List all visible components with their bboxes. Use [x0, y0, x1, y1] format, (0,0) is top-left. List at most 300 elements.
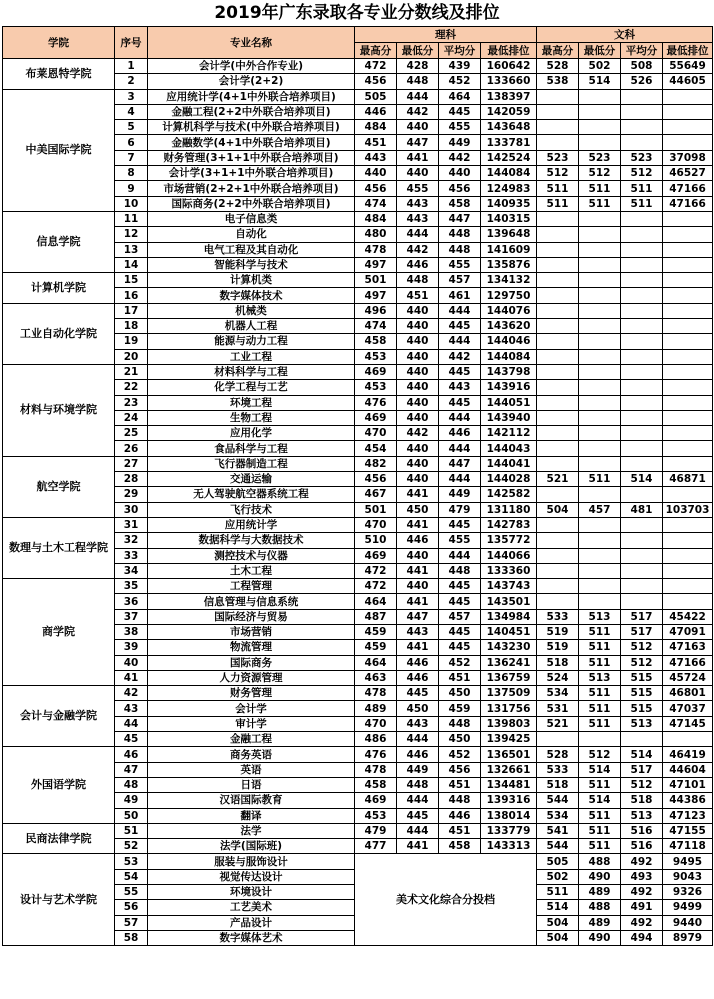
arts-rank: 46871: [663, 472, 713, 487]
sci-avg: 461: [439, 288, 481, 303]
arts-avg: 492: [621, 885, 663, 900]
sci-avg: 447: [439, 456, 481, 471]
major-name: 无人驾驶航空器系统工程: [148, 487, 355, 502]
row-seq: 9: [115, 181, 148, 196]
sci-min: 446: [397, 747, 439, 762]
arts-max: 531: [537, 701, 579, 716]
sci-max: 497: [355, 288, 397, 303]
sci-rank: 143313: [481, 839, 537, 854]
header-sci-rank: 最低排位: [481, 43, 537, 59]
arts-avg: 515: [621, 670, 663, 685]
arts-rank: 47091: [663, 624, 713, 639]
major-name: 应用统计学: [148, 517, 355, 532]
arts-max: [537, 273, 579, 288]
sci-rank: 144066: [481, 548, 537, 563]
major-name: 会计学(3+1+1中外联合培养项目): [148, 166, 355, 181]
row-seq: 29: [115, 487, 148, 502]
arts-min: 511: [579, 839, 621, 854]
arts-max: [537, 579, 579, 594]
arts-rank: [663, 410, 713, 425]
arts-avg: 516: [621, 823, 663, 838]
table-row: [3, 823, 713, 838]
sci-max: 472: [355, 59, 397, 74]
sci-min: 441: [397, 640, 439, 655]
arts-min: 502: [579, 59, 621, 74]
major-name: 财务管理(3+1+1中外联合培养项目): [148, 150, 355, 165]
arts-avg: [621, 104, 663, 119]
arts-min: [579, 732, 621, 747]
major-name: 飞行器制造工程: [148, 456, 355, 471]
sci-min: 440: [397, 441, 439, 456]
arts-rank: 46419: [663, 747, 713, 762]
arts-avg: [621, 273, 663, 288]
sci-max: 453: [355, 808, 397, 823]
header-arts-min: 最低分: [579, 43, 621, 59]
major-name: 商务英语: [148, 747, 355, 762]
row-seq: 51: [115, 823, 148, 838]
arts-min: 511: [579, 808, 621, 823]
arts-max: 533: [537, 762, 579, 777]
arts-rank: 9499: [663, 900, 713, 915]
arts-min: 523: [579, 150, 621, 165]
arts-rank: [663, 395, 713, 410]
sci-max: 470: [355, 716, 397, 731]
sci-rank: 129750: [481, 288, 537, 303]
arts-avg: [621, 319, 663, 334]
sci-min: 443: [397, 211, 439, 226]
sci-avg: 440: [439, 166, 481, 181]
arts-max: [537, 303, 579, 318]
arts-max: [537, 732, 579, 747]
arts-max: [537, 533, 579, 548]
row-seq: 45: [115, 732, 148, 747]
sci-max: 476: [355, 395, 397, 410]
arts-max: [537, 211, 579, 226]
arts-min: [579, 563, 621, 578]
sci-rank: 142112: [481, 426, 537, 441]
arts-avg: [621, 426, 663, 441]
sci-min: 444: [397, 89, 439, 104]
arts-avg: 493: [621, 869, 663, 884]
row-seq: 44: [115, 716, 148, 731]
arts-rank: 8979: [663, 930, 713, 945]
sci-max: 458: [355, 334, 397, 349]
major-name: 计算机科学与技术(中外联合培养项目): [148, 120, 355, 135]
sci-min: 447: [397, 609, 439, 624]
major-name: 飞行技术: [148, 502, 355, 517]
major-name: 视觉传达设计: [148, 869, 355, 884]
arts-max: [537, 89, 579, 104]
arts-avg: [621, 533, 663, 548]
sci-max: 496: [355, 303, 397, 318]
sci-max: 480: [355, 227, 397, 242]
arts-rank: [663, 563, 713, 578]
sci-min: 446: [397, 257, 439, 272]
arts-min: [579, 273, 621, 288]
sci-max: 489: [355, 701, 397, 716]
sci-rank: 141609: [481, 242, 537, 257]
arts-min: 511: [579, 777, 621, 792]
arts-rank: 46527: [663, 166, 713, 181]
arts-rank: [663, 104, 713, 119]
table-row: [3, 303, 713, 318]
arts-rank: [663, 456, 713, 471]
major-name: 法学(国际班): [148, 839, 355, 854]
arts-avg: [621, 257, 663, 272]
arts-max: 534: [537, 686, 579, 701]
sci-avg: 444: [439, 303, 481, 318]
major-name: 会计学: [148, 701, 355, 716]
table-row: [3, 364, 713, 379]
row-seq: 28: [115, 472, 148, 487]
sci-avg: 459: [439, 701, 481, 716]
sci-min: 440: [397, 364, 439, 379]
major-name: 金融工程: [148, 732, 355, 747]
sci-max: 456: [355, 74, 397, 89]
arts-min: [579, 533, 621, 548]
sci-max: 484: [355, 120, 397, 135]
arts-min: [579, 548, 621, 563]
arts-max: 504: [537, 915, 579, 930]
major-name: 工艺美术: [148, 900, 355, 915]
table-body: [3, 59, 713, 946]
sci-min: 445: [397, 808, 439, 823]
row-seq: 1: [115, 59, 148, 74]
sci-avg: 445: [439, 517, 481, 532]
arts-rank: 47145: [663, 716, 713, 731]
major-name: 应用化学: [148, 426, 355, 441]
row-seq: 6: [115, 135, 148, 150]
arts-avg: [621, 211, 663, 226]
row-seq: 23: [115, 395, 148, 410]
arts-min: [579, 89, 621, 104]
arts-max: [537, 441, 579, 456]
arts-max: [537, 395, 579, 410]
header-sci-min: 最低分: [397, 43, 439, 59]
sci-avg: 444: [439, 472, 481, 487]
header-seq: 序号: [115, 27, 148, 59]
header-arts-max: 最高分: [537, 43, 579, 59]
arts-rank: 47155: [663, 823, 713, 838]
arts-min: [579, 242, 621, 257]
sci-max: 487: [355, 609, 397, 624]
sci-rank: 134984: [481, 609, 537, 624]
sci-rank: 142783: [481, 517, 537, 532]
sci-rank: 133779: [481, 823, 537, 838]
sci-min: 428: [397, 59, 439, 74]
sci-max: 486: [355, 732, 397, 747]
major-name: 国际商务: [148, 655, 355, 670]
major-name: 市场营销: [148, 624, 355, 639]
arts-min: [579, 334, 621, 349]
arts-rank: [663, 211, 713, 226]
arts-rank: [663, 227, 713, 242]
sci-avg: 455: [439, 257, 481, 272]
arts-max: 541: [537, 823, 579, 838]
arts-max: [537, 380, 579, 395]
arts-avg: 512: [621, 777, 663, 792]
sci-avg: 443: [439, 380, 481, 395]
arts-rank: 47166: [663, 181, 713, 196]
arts-min: [579, 303, 621, 318]
arts-max: [537, 242, 579, 257]
major-name: 日语: [148, 777, 355, 792]
arts-avg: [621, 395, 663, 410]
row-seq: 19: [115, 334, 148, 349]
college-name: 材料与环境学院: [3, 364, 115, 456]
sci-rank: 140451: [481, 624, 537, 639]
arts-min: [579, 364, 621, 379]
arts-max: [537, 288, 579, 303]
sci-max: 464: [355, 655, 397, 670]
sci-max: 470: [355, 426, 397, 441]
arts-max: 528: [537, 747, 579, 762]
row-seq: 27: [115, 456, 148, 471]
sci-avg: 455: [439, 120, 481, 135]
row-seq: 47: [115, 762, 148, 777]
sci-avg: 448: [439, 716, 481, 731]
arts-avg: 514: [621, 747, 663, 762]
sci-max: 497: [355, 257, 397, 272]
row-seq: 34: [115, 563, 148, 578]
sci-avg: 439: [439, 59, 481, 74]
sci-max: 510: [355, 533, 397, 548]
sci-avg: 451: [439, 777, 481, 792]
major-name: 物流管理: [148, 640, 355, 655]
major-name: 环境设计: [148, 885, 355, 900]
sci-min: 440: [397, 380, 439, 395]
sci-min: 440: [397, 349, 439, 364]
sci-max: 484: [355, 211, 397, 226]
sci-avg: 455: [439, 533, 481, 548]
sci-avg: 445: [439, 640, 481, 655]
sci-max: 469: [355, 548, 397, 563]
sci-rank: 143620: [481, 319, 537, 334]
row-seq: 53: [115, 854, 148, 869]
arts-min: 511: [579, 640, 621, 655]
row-seq: 18: [115, 319, 148, 334]
major-name: 审计学: [148, 716, 355, 731]
sci-rank: 139648: [481, 227, 537, 242]
arts-avg: [621, 410, 663, 425]
sci-max: 456: [355, 472, 397, 487]
arts-avg: [621, 89, 663, 104]
sci-min: 440: [397, 548, 439, 563]
row-seq: 57: [115, 915, 148, 930]
college-name: 商学院: [3, 579, 115, 686]
arts-rank: [663, 594, 713, 609]
major-name: 英语: [148, 762, 355, 777]
arts-min: [579, 349, 621, 364]
arts-max: [537, 135, 579, 150]
arts-min: 512: [579, 747, 621, 762]
arts-rank: 37098: [663, 150, 713, 165]
sci-max: 501: [355, 273, 397, 288]
row-seq: 40: [115, 655, 148, 670]
major-name: 产品设计: [148, 915, 355, 930]
sci-min: 440: [397, 319, 439, 334]
arts-min: [579, 456, 621, 471]
sci-max: 463: [355, 670, 397, 685]
arts-min: 490: [579, 930, 621, 945]
row-seq: 17: [115, 303, 148, 318]
row-seq: 56: [115, 900, 148, 915]
arts-max: 544: [537, 793, 579, 808]
header-college: 学院: [3, 27, 115, 59]
arts-max: 505: [537, 854, 579, 869]
major-name: 国际经济与贸易: [148, 609, 355, 624]
sci-avg: 442: [439, 150, 481, 165]
sci-rank: 160642: [481, 59, 537, 74]
arts-max: 511: [537, 196, 579, 211]
arts-max: 518: [537, 777, 579, 792]
row-seq: 26: [115, 441, 148, 456]
college-name: 民商法律学院: [3, 823, 115, 854]
sci-min: 441: [397, 594, 439, 609]
header-sci-avg: 平均分: [439, 43, 481, 59]
arts-avg: [621, 303, 663, 318]
arts-rank: [663, 319, 713, 334]
arts-max: 519: [537, 624, 579, 639]
sci-avg: 457: [439, 609, 481, 624]
sci-avg: 457: [439, 273, 481, 288]
arts-max: 514: [537, 900, 579, 915]
sci-rank: 132661: [481, 762, 537, 777]
arts-min: 513: [579, 670, 621, 685]
arts-max: 521: [537, 472, 579, 487]
row-seq: 22: [115, 380, 148, 395]
sci-max: 470: [355, 517, 397, 532]
row-seq: 50: [115, 808, 148, 823]
arts-max: 511: [537, 181, 579, 196]
row-seq: 4: [115, 104, 148, 119]
arts-rank: [663, 303, 713, 318]
arts-avg: 494: [621, 930, 663, 945]
major-name: 人力资源管理: [148, 670, 355, 685]
arts-min: 514: [579, 762, 621, 777]
sci-min: 440: [397, 120, 439, 135]
sci-min: 455: [397, 181, 439, 196]
sci-min: 443: [397, 196, 439, 211]
row-seq: 13: [115, 242, 148, 257]
arts-avg: 492: [621, 915, 663, 930]
sci-rank: 133360: [481, 563, 537, 578]
arts-min: [579, 135, 621, 150]
arts-avg: 512: [621, 166, 663, 181]
arts-avg: [621, 242, 663, 257]
arts-avg: 511: [621, 181, 663, 196]
sci-rank: 139803: [481, 716, 537, 731]
arts-avg: 513: [621, 808, 663, 823]
sci-min: 442: [397, 242, 439, 257]
arts-rank: [663, 273, 713, 288]
major-name: 会计学(2+2): [148, 74, 355, 89]
college-name: 外国语学院: [3, 747, 115, 823]
row-seq: 42: [115, 686, 148, 701]
arts-min: [579, 441, 621, 456]
row-seq: 33: [115, 548, 148, 563]
row-seq: 24: [115, 410, 148, 425]
arts-max: 519: [537, 640, 579, 655]
sci-rank: 131756: [481, 701, 537, 716]
arts-rank: 47123: [663, 808, 713, 823]
sci-avg: 452: [439, 747, 481, 762]
arts-avg: [621, 441, 663, 456]
sci-rank: 144084: [481, 349, 537, 364]
row-seq: 21: [115, 364, 148, 379]
sci-min: 450: [397, 701, 439, 716]
sci-rank: 137509: [481, 686, 537, 701]
sci-min: 445: [397, 686, 439, 701]
sci-avg: 464: [439, 89, 481, 104]
row-seq: 31: [115, 517, 148, 532]
row-seq: 3: [115, 89, 148, 104]
table-row: [3, 517, 713, 532]
sci-avg: 445: [439, 364, 481, 379]
arts-min: 490: [579, 869, 621, 884]
arts-avg: 517: [621, 762, 663, 777]
arts-rank: [663, 487, 713, 502]
row-seq: 7: [115, 150, 148, 165]
major-name: 财务管理: [148, 686, 355, 701]
sci-max: 478: [355, 686, 397, 701]
arts-min: [579, 257, 621, 272]
sci-min: 440: [397, 303, 439, 318]
row-seq: 8: [115, 166, 148, 181]
major-name: 金融数学(4+1中外联合培养项目): [148, 135, 355, 150]
sci-avg: 458: [439, 196, 481, 211]
major-name: 市场营销(2+2+1中外联合培养项目): [148, 181, 355, 196]
arts-avg: [621, 120, 663, 135]
sci-min: 440: [397, 334, 439, 349]
table-row: [3, 456, 713, 471]
arts-min: [579, 319, 621, 334]
row-seq: 16: [115, 288, 148, 303]
arts-min: [579, 380, 621, 395]
sci-avg: 479: [439, 502, 481, 517]
sci-avg: 444: [439, 410, 481, 425]
major-name: 金融工程(2+2中外联合培养项目): [148, 104, 355, 119]
arts-min: 511: [579, 472, 621, 487]
sci-avg: 452: [439, 655, 481, 670]
sci-avg: 445: [439, 579, 481, 594]
sci-avg: 444: [439, 334, 481, 349]
major-name: 自动化: [148, 227, 355, 242]
sci-avg: 451: [439, 670, 481, 685]
sci-min: 440: [397, 579, 439, 594]
sci-min: 446: [397, 655, 439, 670]
table-row: [3, 89, 713, 104]
sci-max: 453: [355, 349, 397, 364]
arts-rank: [663, 288, 713, 303]
college-name: 工业自动化学院: [3, 303, 115, 364]
arts-rank: 44604: [663, 762, 713, 777]
row-seq: 14: [115, 257, 148, 272]
sci-max: 474: [355, 319, 397, 334]
major-name: 能源与动力工程: [148, 334, 355, 349]
sci-min: 448: [397, 74, 439, 89]
arts-min: 488: [579, 854, 621, 869]
sci-max: 474: [355, 196, 397, 211]
arts-rank: [663, 732, 713, 747]
major-name: 环境工程: [148, 395, 355, 410]
sci-rank: 143230: [481, 640, 537, 655]
major-name: 测控技术与仪器: [148, 548, 355, 563]
arts-avg: [621, 563, 663, 578]
sci-avg: 450: [439, 686, 481, 701]
sci-avg: 448: [439, 793, 481, 808]
row-seq: 5: [115, 120, 148, 135]
